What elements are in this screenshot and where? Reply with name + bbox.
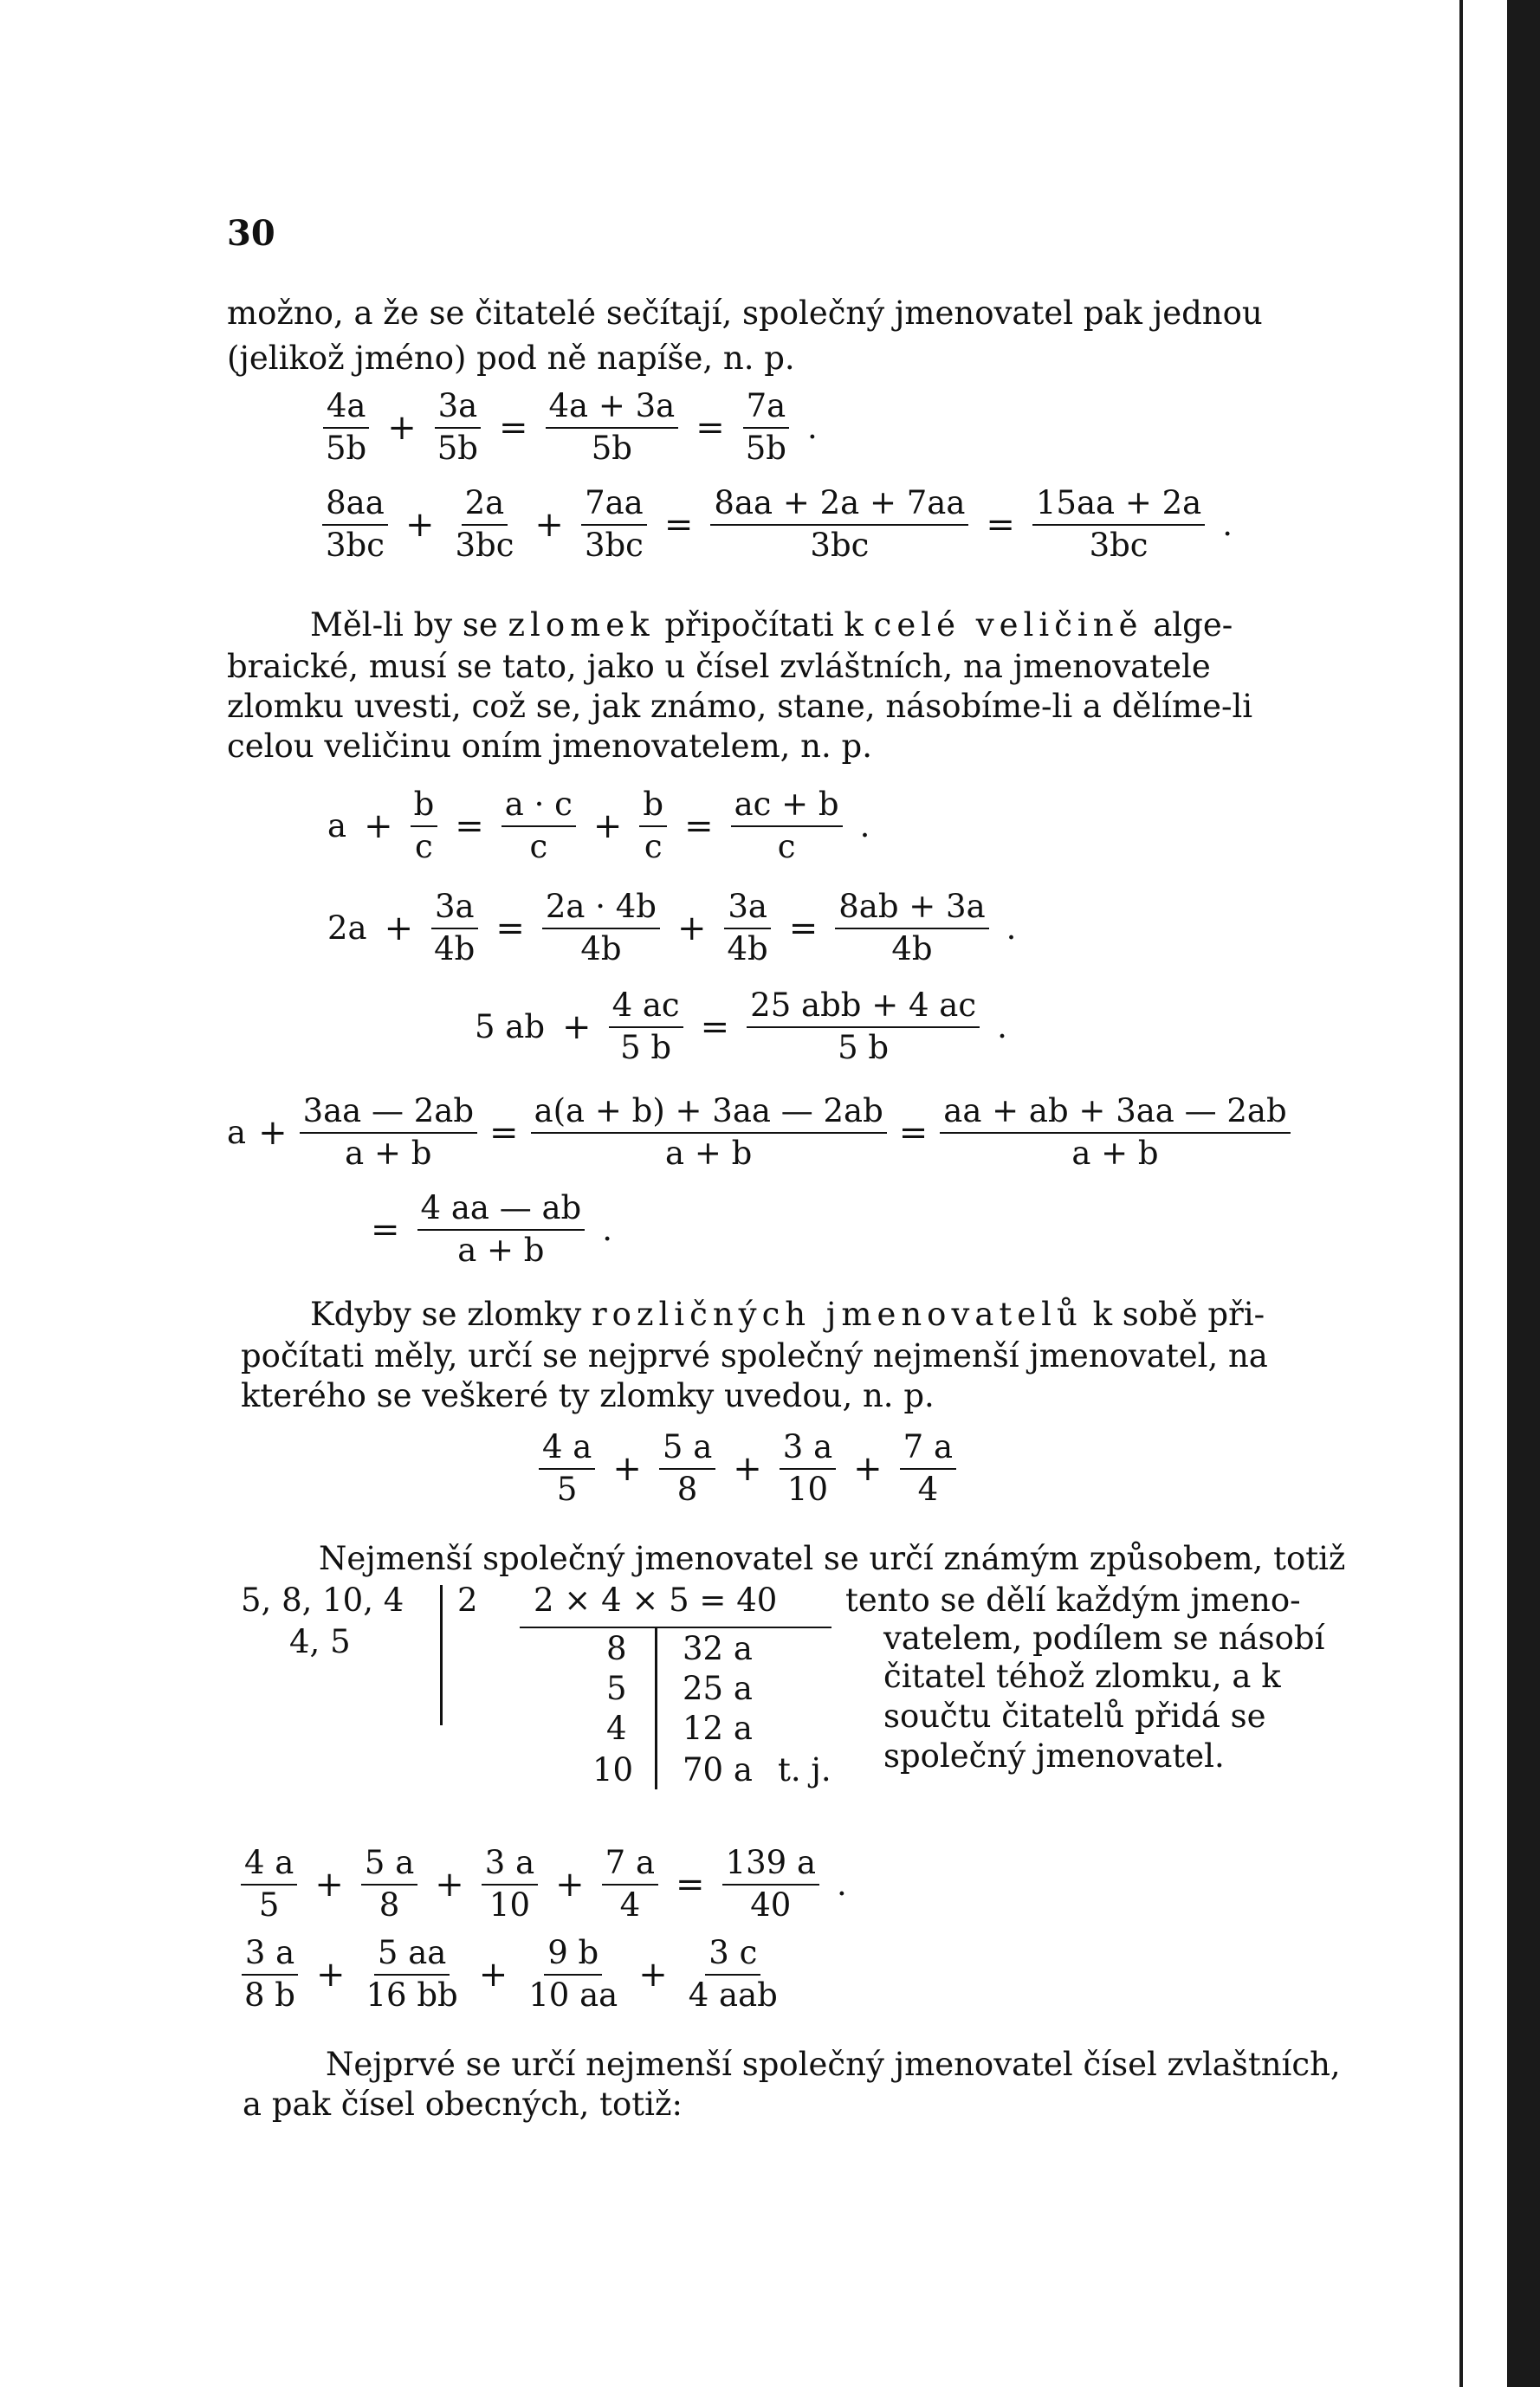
equation-10: $\frac{3 a}{8 b}$ + $\frac{5 aa}{16 bb}$ + $\frac{9 b}{10 aa}$ + $\frac{3 c}{\text{4 aab}}$ bbox=[241, 1935, 781, 2014]
lcm-row-1: 5, 8, 10, 4 bbox=[241, 1582, 404, 1619]
equation-6: a + $\frac{3aa — 2ab}{a + b}$ = $\frac{a(a + b) + 3aa — 2ab}{a + b}$ = $\frac{aa + ab + 3aa — 2ab}{a + b}$ bbox=[227, 1093, 1291, 1172]
side-text-line-1: tento se dělí každým jmeno- bbox=[845, 1582, 1301, 1619]
lcm-factor: 4 bbox=[606, 1710, 627, 1747]
side-text-line-3: čitatel téhož zlomku, a k bbox=[883, 1658, 1281, 1695]
paragraph-4-line-2: a pak čísel obecných, totiž: bbox=[243, 2086, 683, 2123]
fraction: $\frac{4a + 3a}{5b}$ bbox=[546, 388, 679, 467]
lcm-numerator: 12 a bbox=[683, 1710, 753, 1747]
lcm-divisor: 2 bbox=[457, 1582, 478, 1619]
lcm-product: 2 × 4 × 5 = 40 bbox=[534, 1582, 778, 1619]
equation-1: $\frac{4a}{5b}$ + $\frac{3a}{5b}$ = $\frac{4a + 3a}{5b}$ = $\frac{7a}{5b}$ . bbox=[322, 388, 818, 467]
fraction: $\frac{7a}{5b}$ bbox=[742, 388, 790, 467]
lcm-tj: t. j. bbox=[778, 1751, 831, 1789]
intro-line-1: možno, a že se čitatelé sečítají, společný jmenovatel pak jednou bbox=[227, 294, 1263, 332]
paragraph-2-line-2: počítati měly, určí se nejprvé společný nejmenší jmenovatel, na bbox=[241, 1337, 1268, 1375]
lcm-factor: 8 bbox=[606, 1630, 627, 1667]
paragraph-2-line-1: Kdyby se zlomky rozličných jmenovatelů k sobě při- bbox=[310, 1296, 1265, 1333]
lcm-table-rule bbox=[520, 1627, 831, 1628]
equation-2: $\frac{8aa}{3bc}$ + $\frac{2a}{3bc}$ + $\frac{7aa}{3bc}$ = $\frac{8aa + 2a + 7aa}{3bc}$ = $\frac{15aa + 2a}{3bc}$ . bbox=[322, 485, 1233, 564]
intro-line-2: (jelikož jméno) pod ně napíše, n. p. bbox=[227, 340, 795, 377]
equation-9: $\frac{4 a}{5}$ + $\frac{5 a}{8}$ + $\frac{3 a}{10}$ + $\frac{7 a}{4}$ = $\frac{139 a}{40}$ . bbox=[241, 1845, 847, 1924]
paragraph-4-line-1: Nejprvé se určí nejmenší společný jmenovatel čísel zvlaštních, bbox=[326, 2046, 1341, 2083]
side-text-line-5: společný jmenovatel. bbox=[883, 1737, 1225, 1775]
paragraph-1-line-2: braické, musí se tato, jako u čísel zvláštních, na jmenovatele bbox=[227, 648, 1211, 685]
equation-3: a + $\frac{b}{c}$ = $\frac{a \cdot c}{c}$ + $\frac{b}{c}$ = $\frac{ac + b}{c}$ . bbox=[327, 786, 870, 865]
paragraph-1-line-4: celou veličinu oním jmenovatelem, n. p. bbox=[227, 728, 872, 765]
fraction: $\frac{4a}{5b}$ bbox=[322, 388, 370, 467]
lcm-table-divider bbox=[655, 1628, 657, 1789]
equation-5: 5 ab + $\frac{4 ac}{5 b}$ = $\frac{\text{25 abb + 4 ac}}{5 b}$ . bbox=[475, 986, 1007, 1066]
equation-7: = $\frac{4 aa — ab}{a + b}$ . bbox=[371, 1189, 612, 1269]
equation-8: $\frac{4 a}{5}$ + $\frac{5 a}{8}$ + $\frac{3 a}{10}$ + $\frac{7 a}{4}$ bbox=[539, 1429, 956, 1508]
lcm-numerator: 25 a bbox=[683, 1670, 753, 1707]
page-number: 30 bbox=[227, 213, 275, 254]
page-edge-band bbox=[1507, 0, 1540, 2387]
lcm-row-2: 4, 5 bbox=[289, 1623, 351, 1660]
lcm-factor: 5 bbox=[606, 1670, 627, 1707]
side-text-line-2: vatelem, podílem se násobí bbox=[883, 1620, 1325, 1657]
paragraph-1-line-3: zlomku uvesti, což se, jak známo, stane, násobíme-li a dělíme-li bbox=[227, 688, 1253, 725]
lcm-divider bbox=[440, 1585, 443, 1725]
lcm-factor: 10 bbox=[592, 1751, 634, 1789]
paragraph-3-line-1: Nejmenší společný jmenovatel se určí známým způsobem, totiž bbox=[319, 1540, 1346, 1577]
paragraph-1-line-1: Měl-li by se zlomek připočítati k celé veličině alge- bbox=[310, 606, 1233, 644]
fraction: $\frac{3a}{5b}$ bbox=[434, 388, 482, 467]
lcm-numerator: 32 a bbox=[683, 1630, 753, 1667]
paragraph-2-line-3: kterého se veškeré ty zlomky uvedou, n. p. bbox=[241, 1377, 935, 1414]
equation-4: 2a + $\frac{3a}{4b}$ = $\frac{2a \cdot 4b}{4b}$ + $\frac{3a}{4b}$ = $\frac{8ab + 3a}{4b}$ . bbox=[327, 888, 1017, 967]
side-text-line-4: součtu čitatelů přidá se bbox=[883, 1698, 1266, 1735]
page-edge-line bbox=[1459, 0, 1463, 2387]
lcm-numerator: 70 a bbox=[683, 1751, 753, 1789]
